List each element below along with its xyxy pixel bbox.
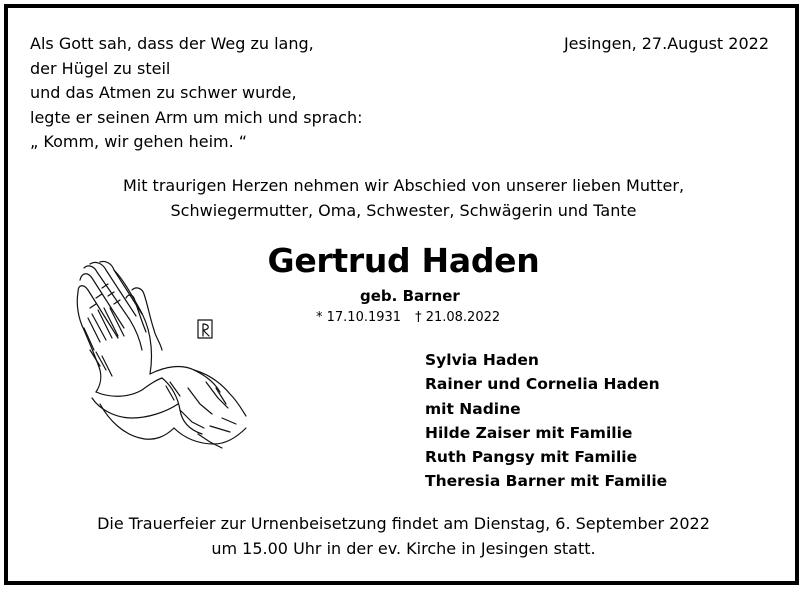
poem-line: Als Gott sah, dass der Weg zu lang, — [30, 34, 314, 53]
funeral-line: Die Trauerfeier zur Urnenbeisetzung findet am Dienstag, 6. September 2022 — [97, 514, 710, 533]
poem-line: der Hügel zu steil — [30, 58, 171, 78]
poem-line: legte er seinen Arm um mich und sprach: — [30, 107, 363, 127]
death-date: † 21.08.2022 — [415, 310, 501, 325]
life-dates — [316, 310, 514, 325]
mourners-list — [425, 348, 667, 494]
place-date: Jesingen, 27.August 2022 — [563, 34, 769, 53]
mourner-entry: Rainer und Cornelia Haden — [425, 375, 660, 394]
mourner-entry: Ruth Pangsy mit Familie — [425, 448, 638, 467]
maiden-name: geb. Barner — [360, 287, 460, 305]
mourner-entry: Sylvia Haden — [425, 351, 539, 369]
mourner-entry: mit Nadine — [425, 399, 521, 418]
poem-line: und das Atmen zu schwer wurde, — [30, 83, 297, 102]
intro-text — [0, 173, 807, 223]
praying-hands-icon — [70, 258, 248, 468]
deceased-name: Gertrud Haden — [267, 241, 540, 280]
funeral-info — [0, 511, 807, 561]
poem — [30, 32, 363, 155]
poem-line: „ Komm, wir gehen heim. “ — [30, 132, 248, 151]
funeral-line: um 15.00 Uhr in der ev. Kirche in Jesingen statt. — [211, 539, 596, 558]
intro-line: Mit traurigen Herzen nehmen wir Abschied von unserer lieben Mutter, — [122, 176, 685, 195]
mourner-entry: Theresia Barner mit Familie — [425, 472, 668, 491]
intro-line: Schwiegermutter, Oma, Schwester, Schwägerin und Tante — [170, 201, 637, 220]
mourner-entry: Hilde Zaiser mit Familie — [425, 423, 633, 442]
birth-date: * 17.10.1931 — [316, 310, 402, 325]
